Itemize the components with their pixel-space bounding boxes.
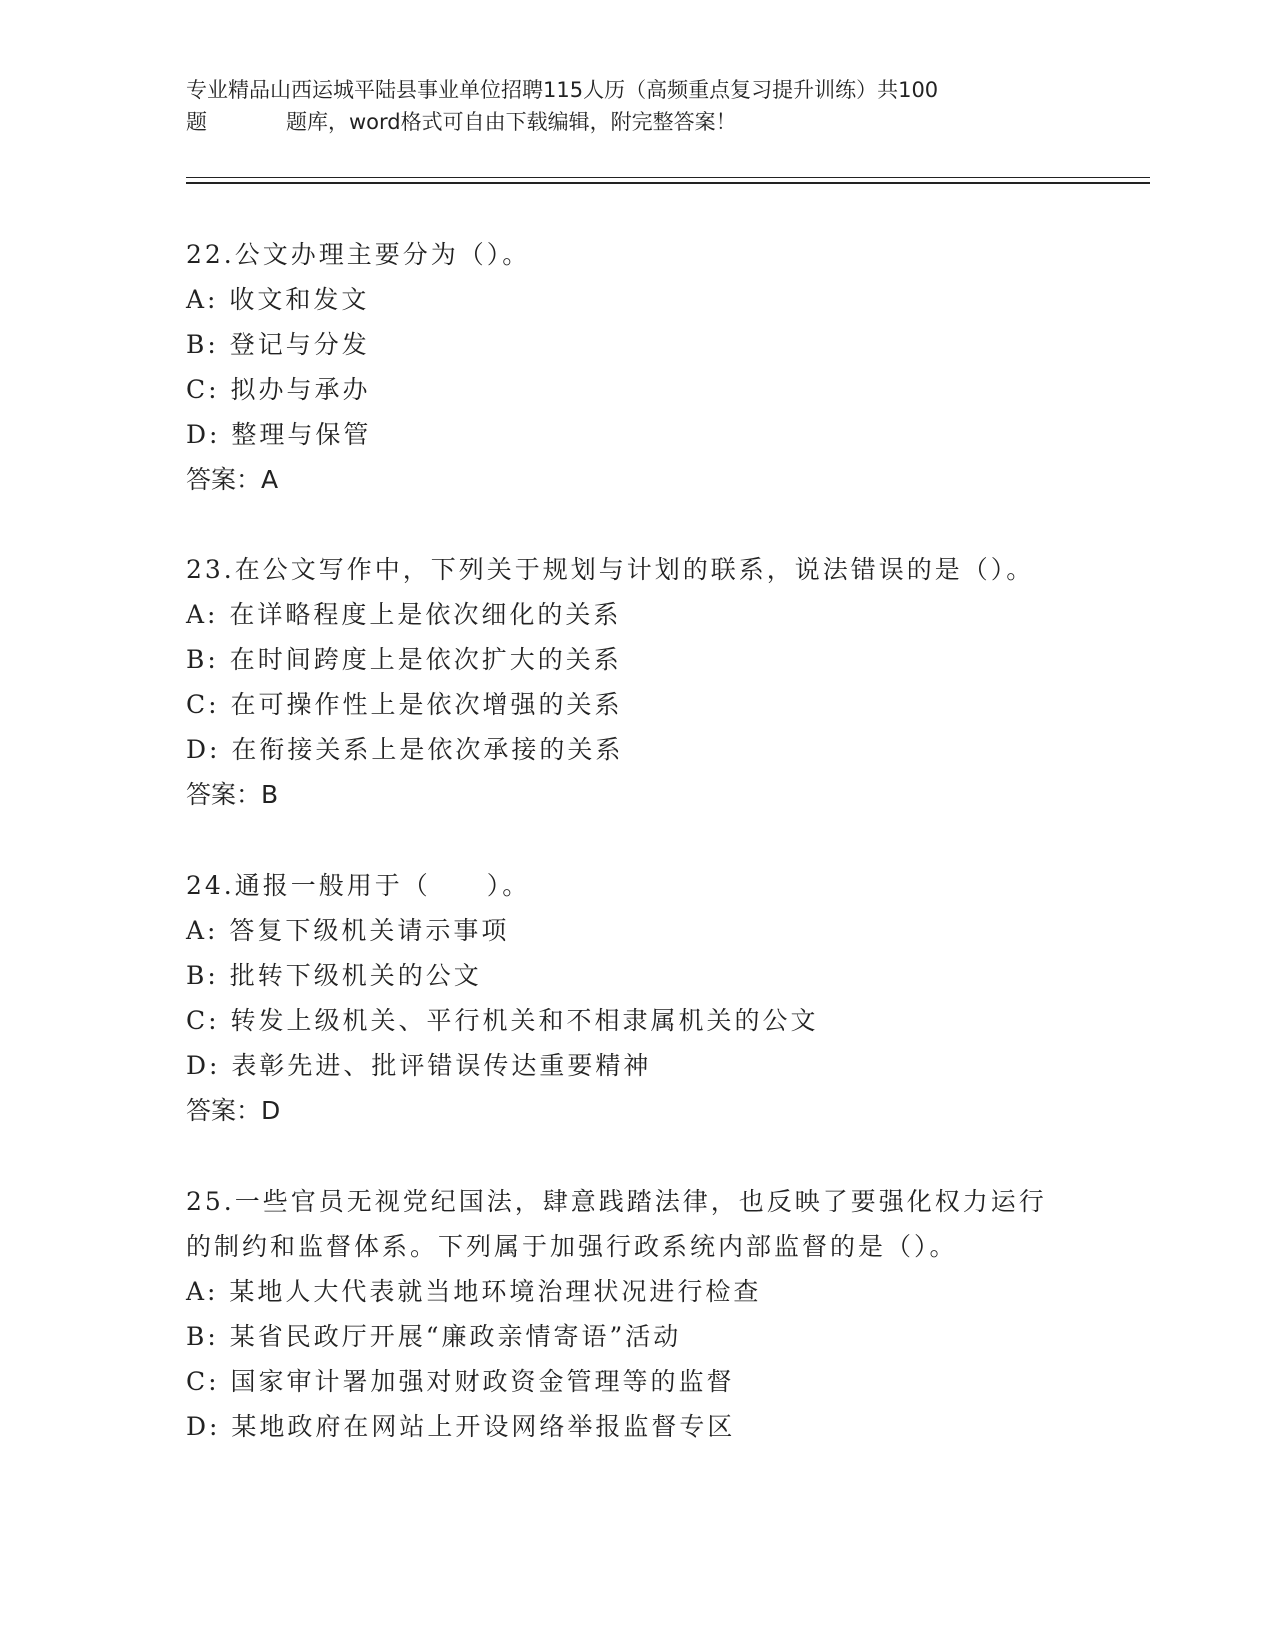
header-divider-thick — [186, 182, 1150, 184]
option-a: A: 在详略程度上是依次细化的关系 — [186, 600, 622, 629]
option-d: D: 某地政府在网站上开设网络举报监督专区 — [186, 1412, 736, 1441]
question-24 — [186, 863, 1106, 1133]
question-stem-line-2: 的制约和监督体系。下列属于加强行政系统内部监督的是（）。 — [186, 1232, 958, 1261]
answer-label: 答案： — [186, 1096, 262, 1125]
option-a: A: 收文和发文 — [186, 285, 370, 314]
option-c: C: 国家审计署加强对财政资金管理等的监督 — [186, 1367, 735, 1396]
option-b: B: 登记与分发 — [186, 330, 370, 359]
answer-value: A — [261, 465, 279, 494]
header-divider-thin — [186, 177, 1150, 178]
answer — [186, 772, 1106, 817]
answer-label: 答案： — [186, 465, 262, 494]
option-b: B: 在时间跨度上是依次扩大的关系 — [186, 645, 622, 674]
header-line-2-rest: 题库，word格式可自由下载编辑，附完整答案！ — [286, 110, 737, 134]
question-25 — [186, 1179, 1106, 1449]
option-d: D: 表彰先进、批评错误传达重要精神 — [186, 1051, 652, 1080]
option-b: B: 某省民政厅开展“廉政亲情寄语”活动 — [186, 1322, 682, 1351]
option-a: A: 答复下级机关请示事项 — [186, 916, 510, 945]
option-c: C: 转发上级机关、平行机关和不相隶属机关的公文 — [186, 1006, 819, 1035]
question-22 — [186, 232, 1106, 502]
answer — [186, 457, 1106, 502]
answer — [186, 1088, 1106, 1133]
question-stem: 22.公文办理主要分为（）。 — [186, 240, 531, 269]
document-header — [186, 74, 1086, 138]
header-line-2-lead: 题 — [186, 110, 207, 134]
question-stem: 23.在公文写作中，下列关于规划与计划的联系，说法错误的是（）。 — [186, 555, 1035, 584]
answer-value: B — [261, 780, 279, 809]
answer-value: D — [261, 1096, 281, 1125]
option-c: C: 拟办与承办 — [186, 375, 371, 404]
answer-label: 答案： — [186, 780, 262, 809]
question-23 — [186, 547, 1106, 817]
option-b: B: 批转下级机关的公文 — [186, 961, 482, 990]
header-title-line-1: 专业精品山西运城平陆县事业单位招聘115人历（高频重点复习提升训练）共100 — [186, 78, 939, 102]
option-c: C: 在可操作性上是依次增强的关系 — [186, 690, 623, 719]
option-d: D: 在衔接关系上是依次承接的关系 — [186, 735, 624, 764]
question-stem-line-1: 25.一些官员无视党纪国法，肆意践踏法律，也反映了要强化权力运行 — [186, 1187, 1047, 1216]
question-stem: 24.通报一般用于（ ）。 — [186, 871, 531, 900]
option-d: D: 整理与保管 — [186, 420, 372, 449]
header-title-line-2 — [186, 106, 1086, 138]
option-a: A: 某地人大代表就当地环境治理状况进行检查 — [186, 1277, 762, 1306]
